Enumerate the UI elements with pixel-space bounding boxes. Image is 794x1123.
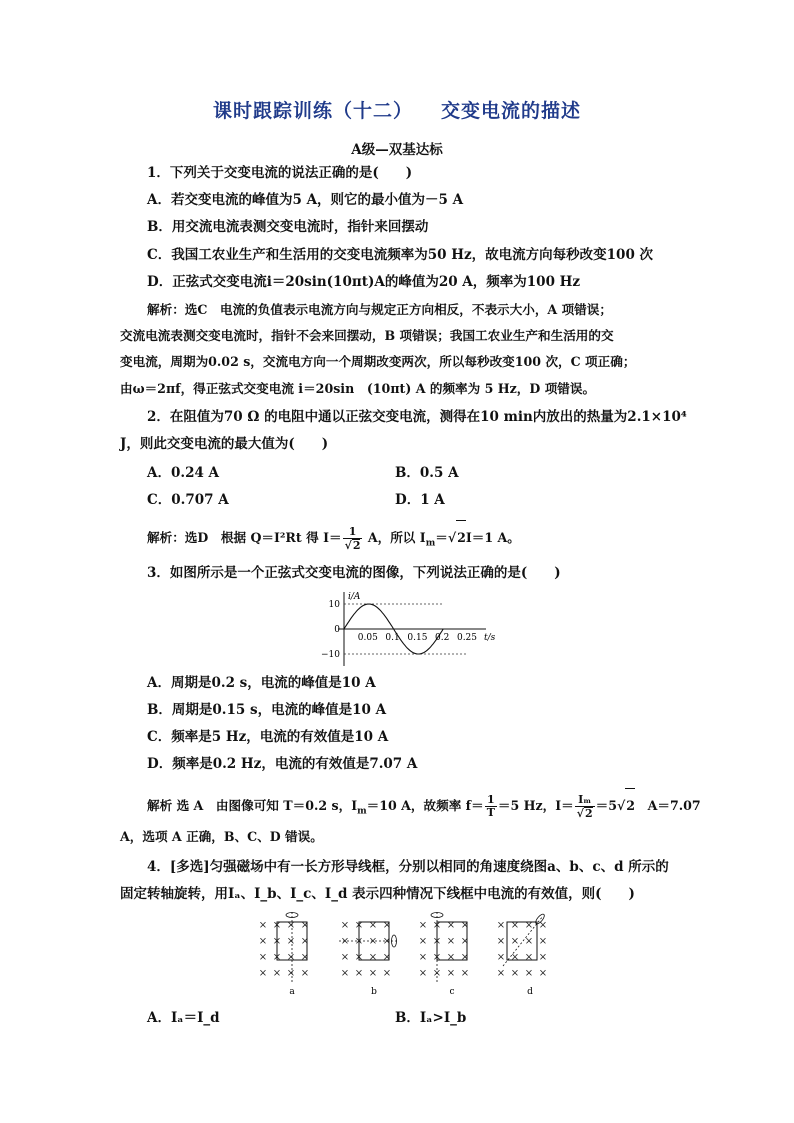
sine-chart bbox=[318, 588, 502, 670]
q1-analysis-3: 变电流，周期为0.02 s，交流电方向一个周期改变两次，所以每秒改变100 次，C 项正确； bbox=[120, 354, 636, 369]
field-cross: × bbox=[300, 920, 310, 931]
field-cross: × bbox=[272, 952, 282, 963]
field-cross: × bbox=[354, 936, 364, 947]
field-cross: × bbox=[538, 920, 548, 931]
field-cross: × bbox=[496, 920, 506, 931]
q4-option-a: A．Iₐ＝I_d bbox=[147, 1010, 220, 1026]
field-cross: × bbox=[258, 968, 268, 979]
q3-option-a: A．周期是0.2 s，电流的峰值是10 A bbox=[147, 675, 376, 691]
field-cross: × bbox=[538, 952, 548, 963]
field-cross: × bbox=[340, 968, 350, 979]
field-cross: × bbox=[300, 968, 310, 979]
q3-analysis-1: 解析 选 A 由图像可知 T＝0.2 s，$I_m=10$ A，故频率 f＝ $\frac{1}{T}$ ＝5 Hz，I＝ $\frac{\text{Iₘ}}{√2}$ ＝5√2 A＝7.07 bbox=[147, 788, 707, 829]
q1-option-d: D．正弦式交变电流i＝20sin(10πt)A的峰值为20 A，频率为100 Hz bbox=[147, 274, 581, 290]
figure-b bbox=[339, 920, 397, 997]
field-cross: × bbox=[510, 936, 520, 947]
x-axis-label: t/s bbox=[484, 633, 496, 643]
field-cross: × bbox=[272, 936, 282, 947]
q2-option-b: B．0.5 A bbox=[395, 465, 459, 481]
field-cross: × bbox=[300, 936, 310, 947]
field-cross: × bbox=[368, 936, 378, 947]
field-cross: × bbox=[446, 936, 456, 947]
q2-option-c: C．0.707 A bbox=[147, 492, 229, 508]
field-cross: × bbox=[300, 952, 310, 963]
field-cross: × bbox=[446, 952, 456, 963]
x-tick-label: 0.05 bbox=[357, 633, 378, 643]
title-left: 课时跟踪训练（十二） bbox=[212, 100, 413, 122]
figure-label: b bbox=[371, 987, 377, 997]
q2-stem-1: 2．在阻值为70 Ω 的电阻中通以正弦交变电流，测得在10 min内放出的热量为2.1×10⁴ bbox=[147, 409, 687, 425]
figure-label: c bbox=[449, 987, 455, 997]
field-cross: × bbox=[460, 968, 470, 979]
field-cross: × bbox=[418, 936, 428, 947]
field-cross: × bbox=[432, 920, 442, 931]
x-tick-label: 0.1 bbox=[385, 633, 400, 643]
y-tick-label: −10 bbox=[321, 650, 340, 660]
field-cross: × bbox=[446, 920, 456, 931]
field-cross: × bbox=[368, 968, 378, 979]
field-cross: × bbox=[340, 936, 350, 947]
q2-option-a: A．0.24 A bbox=[147, 465, 220, 481]
q2-option-d: D．1 A bbox=[395, 492, 445, 508]
field-cross: × bbox=[354, 920, 364, 931]
field-cross: × bbox=[496, 968, 506, 979]
q4-stem-1: 4．[多选]匀强磁场中有一长方形导线框，分别以相同的角速度绕图a、b、c、d 所示的 bbox=[147, 859, 669, 875]
field-cross: × bbox=[418, 920, 428, 931]
field-cross: × bbox=[524, 952, 534, 963]
q1-analysis-1: 解析：选C 电流的负值表示电流方向与规定正方向相反，不表示大小，A 项错误； bbox=[147, 302, 612, 317]
magnetic-field-figures bbox=[255, 910, 575, 1000]
field-cross: × bbox=[432, 968, 442, 979]
q4-option-b: B．Iₐ>I_b bbox=[395, 1010, 467, 1026]
field-cross: × bbox=[418, 952, 428, 963]
figure-a bbox=[259, 912, 309, 997]
field-cross: × bbox=[432, 952, 442, 963]
field-cross: × bbox=[286, 968, 296, 979]
q3-option-b: B．周期是0.15 s，电流的峰值是10 A bbox=[147, 702, 387, 718]
title-right: 交变电流的描述 bbox=[441, 100, 582, 122]
field-cross: × bbox=[286, 936, 296, 947]
field-cross: × bbox=[368, 952, 378, 963]
x-tick-label: 0.15 bbox=[407, 633, 428, 643]
field-cross: × bbox=[496, 936, 506, 947]
field-cross: × bbox=[286, 952, 296, 963]
field-cross: × bbox=[510, 920, 520, 931]
field-cross: × bbox=[418, 968, 428, 979]
q3-option-c: C．频率是5 Hz，电流的有效值是10 A bbox=[147, 729, 389, 745]
field-cross: × bbox=[272, 968, 282, 979]
field-cross: × bbox=[524, 936, 534, 947]
field-cross: × bbox=[460, 920, 470, 931]
field-cross: × bbox=[258, 936, 268, 947]
field-cross: × bbox=[524, 920, 534, 931]
field-cross: × bbox=[382, 968, 392, 979]
q1-option-a: A．若交变电流的峰值为5 A，则它的最小值为－5 A bbox=[147, 192, 464, 208]
figure-c bbox=[419, 912, 469, 997]
x-tick-label: 0.2 bbox=[435, 633, 450, 643]
field-cross: × bbox=[496, 952, 506, 963]
field-cross: × bbox=[382, 952, 392, 963]
q1-analysis-2: 交流电流表测交变电流时，指针不会来回摆动，B 项错误；我国工农业生产和生活用的交 bbox=[120, 328, 614, 343]
field-cross: × bbox=[538, 968, 548, 979]
field-cross: × bbox=[354, 952, 364, 963]
q1-stem: 1．下列关于交变电流的说法正确的是( ) bbox=[147, 165, 413, 181]
field-cross: × bbox=[286, 920, 296, 931]
field-cross: × bbox=[510, 968, 520, 979]
q1-option-c: C．我国工农业生产和生活用的交变电流频率为50 Hz，故电流方向每秒改变100 次 bbox=[147, 247, 654, 263]
q1-analysis-4: 由ω＝2πf，得正弦式交变电流 i＝20sin (10πt) A 的频率为 5 Hz，D 项错误。 bbox=[120, 381, 596, 396]
field-cross: × bbox=[258, 952, 268, 963]
figure-label: d bbox=[527, 987, 533, 997]
figure-label: a bbox=[289, 987, 295, 997]
fraction: $\frac{1}{√2}$ bbox=[344, 524, 361, 552]
field-cross: × bbox=[524, 968, 534, 979]
q3-analysis-2: A，选项 A 正确，B、C、D 错误。 bbox=[120, 829, 323, 844]
x-tick-label: 0.25 bbox=[456, 633, 478, 643]
field-cross: × bbox=[340, 920, 350, 931]
field-cross: × bbox=[368, 920, 378, 931]
q3-option-d: D．频率是0.2 Hz，电流的有效值是7.07 A bbox=[147, 756, 418, 772]
field-cross: × bbox=[340, 952, 350, 963]
field-cross: × bbox=[538, 936, 548, 947]
field-cross: × bbox=[382, 936, 392, 947]
y-tick-label: 10 bbox=[328, 600, 340, 610]
field-cross: × bbox=[446, 968, 456, 979]
field-cross: × bbox=[382, 920, 392, 931]
field-cross: × bbox=[460, 936, 470, 947]
q2-analysis: 解析：选D 根据 Q＝I²Rt 得 I＝ $\frac{1}{√2}$ A，所以 $I_m=√2I=1$ A。 bbox=[147, 520, 707, 561]
field-cross: × bbox=[510, 952, 520, 963]
y-axis-label: i/A bbox=[348, 592, 361, 602]
y-tick-label: 0 bbox=[334, 625, 340, 635]
q1-option-b: B．用交流电流表测交变电流时，指针来回摆动 bbox=[147, 219, 429, 235]
field-cross: × bbox=[354, 968, 364, 979]
q4-stem-2: 固定转轴旋转，用Iₐ、I_b、I_c、I_d 表示四种情况下线框中电流的有效值，则( ) bbox=[120, 886, 635, 902]
field-cross: × bbox=[272, 920, 282, 931]
field-cross: × bbox=[258, 920, 268, 931]
level-heading: A级—双基达标 bbox=[351, 142, 443, 158]
q3-stem: 3．如图所示是一个正弦式交变电流的图像，下列说法正确的是( ) bbox=[147, 565, 561, 581]
field-cross: × bbox=[460, 952, 470, 963]
page-title bbox=[0, 96, 794, 123]
figure-d bbox=[497, 913, 547, 997]
q2-stem-2: J，则此交变电流的最大值为( ) bbox=[120, 436, 329, 452]
field-cross: × bbox=[432, 936, 442, 947]
